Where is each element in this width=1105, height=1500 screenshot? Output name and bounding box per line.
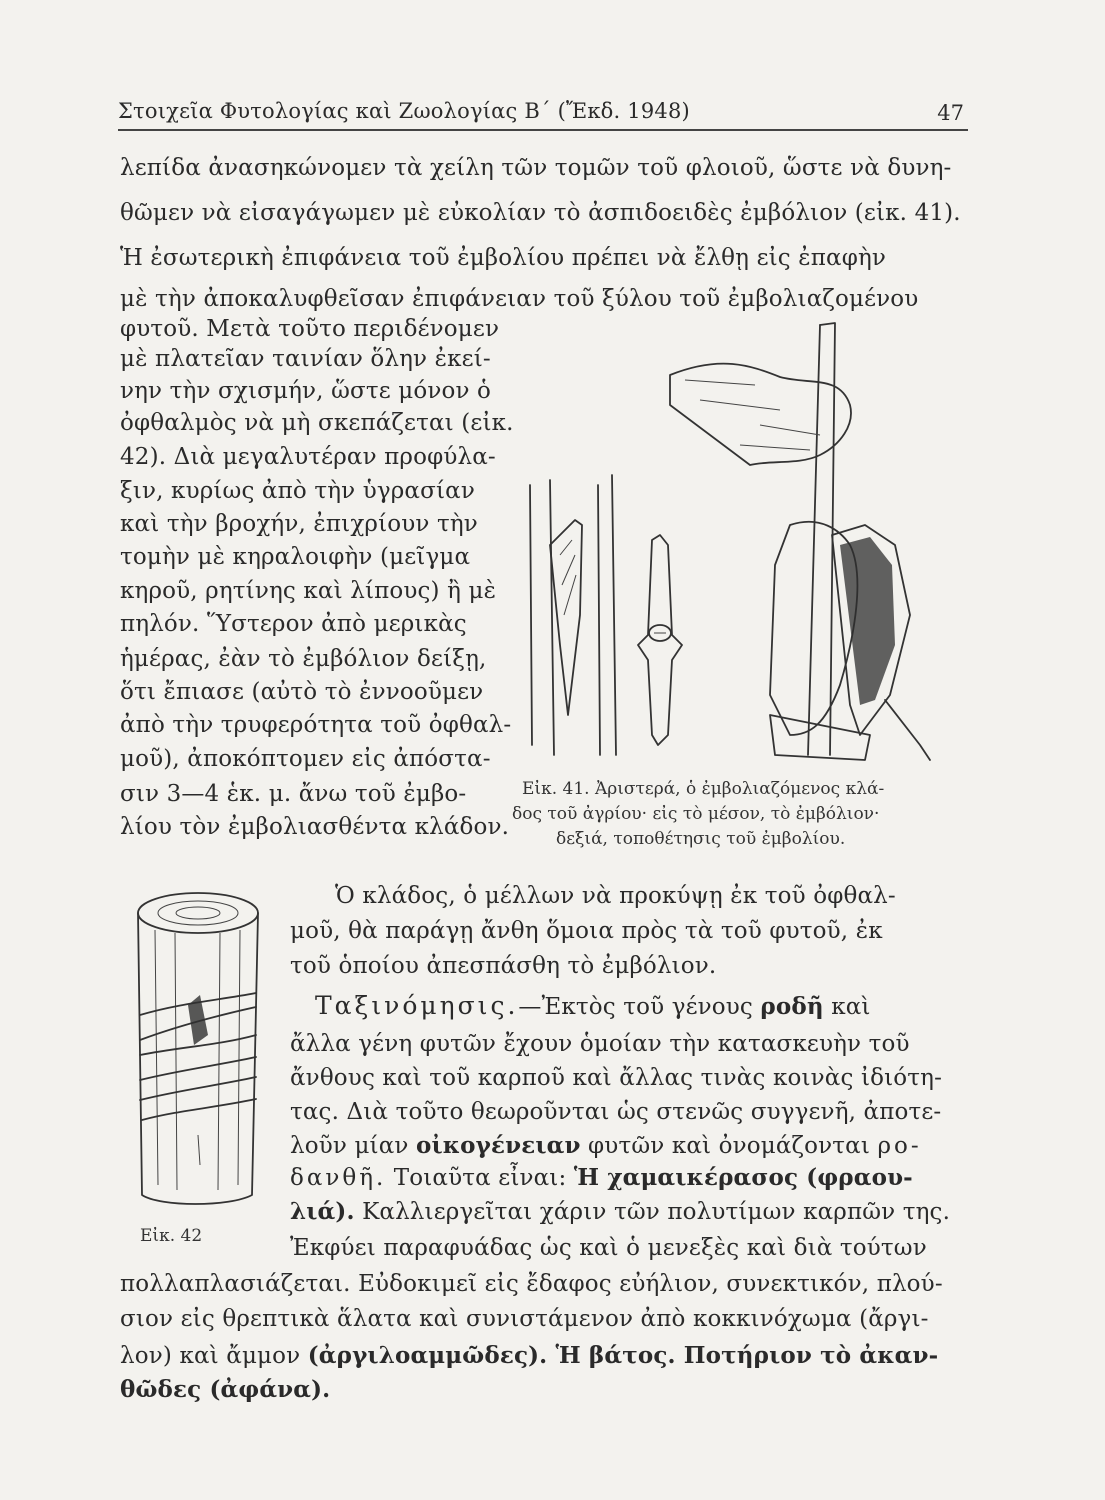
- body-line: Ἐκφύει παραφυάδας ὡς καὶ ὁ μενεξὲς καὶ διὰ τούτων: [290, 1235, 927, 1261]
- taxonomy-line-7: [290, 1196, 950, 1228]
- body-line: φυτοῦ. Μετὰ τοῦτο περιδένομεν: [120, 316, 500, 342]
- term-chamaikerasos: Ἡ χαμαικέρασος (φραου-: [573, 1164, 913, 1191]
- figure-41-caption-line: δεξιά, τοποθέτησις τοῦ ἐμβολίου.: [556, 829, 846, 849]
- term-argiloammodes: (ἀργιλοαμμῶδες). Ἡ βάτος. Ποτήριον τὸ ἀκαν-: [307, 1342, 939, 1369]
- text-span: λοῦν μίαν: [290, 1133, 416, 1159]
- body-line: θῶμεν νὰ εἰσαγάγωμεν μὲ εὐκολίαν τὸ ἀσπιδοειδὲς ἐμβόλιον (εἰκ. 41).: [120, 200, 961, 226]
- term-fraoulia-end: λιά).: [290, 1198, 355, 1225]
- taxonomy-line-1: [315, 990, 871, 1023]
- header-title: Στοιχεῖα Φυτολογίας καὶ Ζωολογίας Β΄ (Ἔκδ. 1948): [118, 99, 690, 123]
- taxonomy-line-6: [290, 1162, 913, 1194]
- text-span: λον) καὶ ἄμμον: [120, 1343, 308, 1369]
- figure-42-illustration: [120, 885, 280, 1215]
- body-line: μοῦ, θὰ παράγῃ ἄνθη ὅμοια πρὸς τὰ τοῦ φυτοῦ, ἐκ: [290, 918, 883, 944]
- figure-41-shield-bud: [638, 535, 682, 745]
- page-number: 47: [937, 101, 964, 125]
- body-line: Ὁ κλάδος, ὁ μέλλων νὰ προκύψῃ ἐκ τοῦ ὀφθαλ-: [335, 883, 896, 909]
- body-line: ἀπὸ τὴν τρυφερότητα τοῦ ὀφθαλ-: [120, 712, 512, 738]
- body-line: 42). Διὰ μεγαλυτέραν προφύλα-: [120, 444, 496, 470]
- figure-41-caption-line: δος τοῦ ἀγρίου· εἰς τὸ μέσον, τὸ ἐμβόλιον·: [512, 804, 880, 824]
- term-oikogeneia: οἰκογένειαν: [416, 1132, 581, 1159]
- body-line: πολλαπλασιάζεται. Εὐδοκιμεῖ εἰς ἔδαφος εὐήλιον, συνεκτικόν, πλού-: [120, 1271, 943, 1297]
- text-span: καὶ: [823, 994, 871, 1020]
- body-line: λίου τὸν ἐμβολιασθέντα κλάδον.: [120, 814, 510, 840]
- text-span: —Ἐκτὸς τοῦ γένους: [518, 994, 761, 1020]
- body-line: μὲ πλατεῖαν ταινίαν ὅλην ἐκεί-: [120, 346, 491, 372]
- body-line: σιν 3—4 ἑκ. μ. ἄνω τοῦ ἐμβο-: [120, 781, 467, 807]
- body-line: λεπίδα ἀνασηκώνομεν τὰ χείλη τῶν τομῶν τοῦ φλοιοῦ, ὥστε νὰ δυνη-: [120, 155, 952, 181]
- body-line: μοῦ), ἀποκόπτομεν εἰς ἀπόστα-: [120, 746, 491, 772]
- body-line: πηλόν. Ὕστερον ἀπὸ μερικὰς: [120, 611, 467, 637]
- figure-41-caption-line: Εἰκ. 41. Ἀριστερά, ὁ ἐμβολιαζόμενος κλά-: [522, 779, 885, 799]
- body-line: σιον εἰς θρεπτικὰ ἅλατα καὶ συνιστάμενον ἀπὸ κοκκινόχωμα (ἄργι-: [120, 1306, 929, 1332]
- text-span: Καλλιεργεῖται χάριν τῶν πολυτίμων καρπῶν της.: [354, 1199, 951, 1225]
- body-line: τας. Διὰ τοῦτο θεωροῦνται ὡς στενῶς συγγενῆ, ἀποτε-: [290, 1099, 942, 1125]
- text-span: Τοιαῦτα εἶναι:: [386, 1165, 574, 1191]
- final-line: [120, 1374, 330, 1406]
- term-afana: θῶδες (ἀφάνα).: [120, 1376, 331, 1403]
- term-rodanthi-part2: δανθῆ.: [290, 1165, 387, 1191]
- taxonomy-heading: Ταξινόμησις.: [315, 991, 519, 1020]
- body-line: κηροῦ, ρητίνης καὶ λίπους) ἢ μὲ: [120, 578, 497, 604]
- term-rodanthi-part1: ρο-: [877, 1133, 922, 1159]
- body-line: ἡμέρας, ἐὰν τὸ ἐμβόλιον δείξῃ,: [120, 646, 487, 672]
- running-header: [118, 95, 968, 131]
- body-line: καὶ τὴν βροχήν, ἐπιχρίουν τὴν: [120, 511, 478, 537]
- body-line: μὲ τὴν ἀποκαλυφθεῖσαν ἐπιφάνειαν τοῦ ξύλου τοῦ ἐμβολιαζομένου: [120, 286, 919, 312]
- body-line: Ἡ ἐσωτερικὴ ἐπιφάνεια τοῦ ἐμβολίου πρέπει νὰ ἔλθῃ εἰς ἐπαφὴν: [120, 245, 887, 271]
- last-para-line: [120, 1340, 938, 1372]
- body-line: νην τὴν σχισμήν, ὥστε μόνον ὁ: [120, 378, 492, 404]
- body-line: τοῦ ὁποίου ἀπεσπάσθη τὸ ἐμβόλιον.: [290, 953, 717, 979]
- figure-41-stock-branch: [530, 475, 616, 755]
- figure-42-caption: Εἰκ. 42: [140, 1226, 203, 1246]
- body-line: ὀφθαλμὸς νὰ μὴ σκεπάζεται (εἰκ.: [120, 410, 514, 436]
- figure-41-hands: [670, 323, 930, 760]
- text-span: φυτῶν καὶ ὀνομάζονται: [580, 1133, 878, 1159]
- body-line: τομὴν μὲ κηραλοιφὴν (μεῖγμα: [120, 544, 471, 570]
- figure-41-illustration: [520, 315, 970, 765]
- body-line: ὅτι ἔπιασε (αὐτὸ τὸ ἐννοοῦμεν: [120, 679, 484, 705]
- term-rodi: ροδῆ: [760, 993, 824, 1020]
- body-line: ἄνθους καὶ τοῦ καρποῦ καὶ ἄλλας τινὰς κοινὰς ἰδιότη-: [290, 1065, 943, 1091]
- body-line: ἄλλα γένη φυτῶν ἔχουν ὁμοίαν τὴν κατασκευὴν τοῦ: [290, 1031, 910, 1057]
- body-line: ξιν, κυρίως ἀπὸ τὴν ὑγρασίαν: [120, 478, 475, 504]
- taxonomy-line-5: [290, 1130, 922, 1162]
